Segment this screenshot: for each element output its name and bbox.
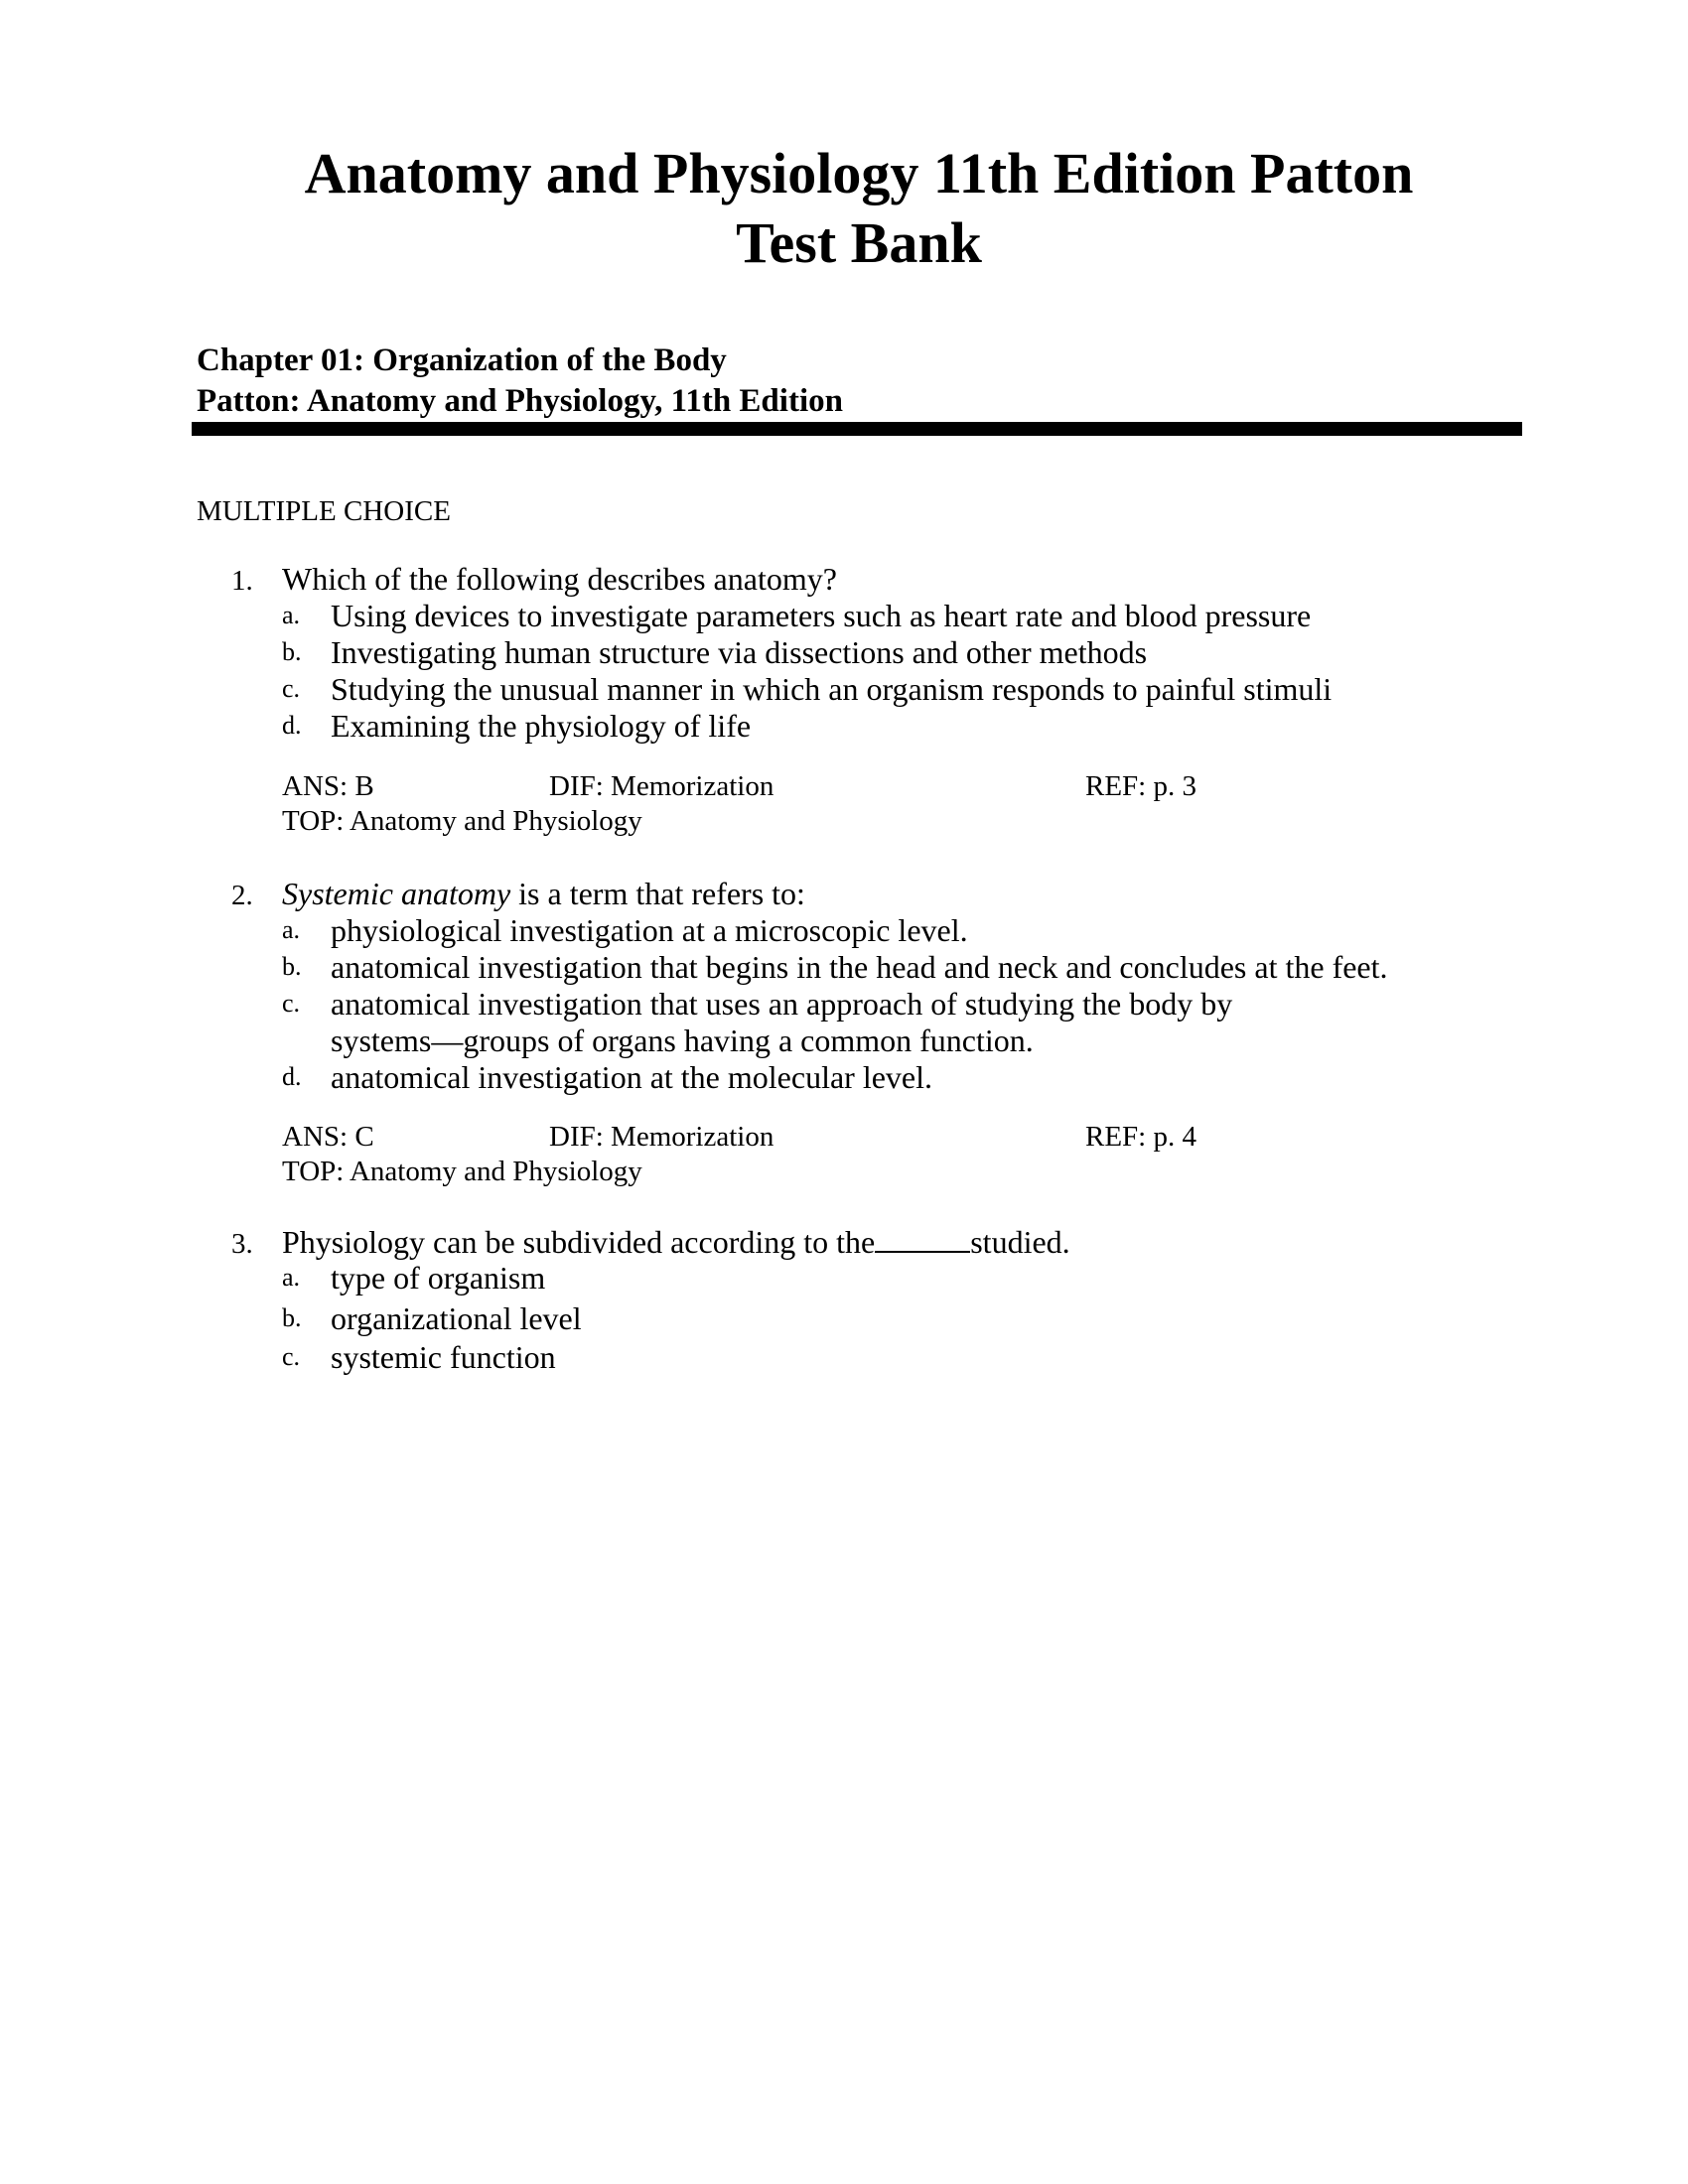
section-heading: MULTIPLE CHOICE [197,495,451,527]
question-stem: Which of the following describes anatomy? [282,561,837,597]
option-text: anatomical investigation that begins in the head and neck and concludes at the feet. [331,949,1388,985]
page-reference: REF: p. 4 [1085,1121,1196,1153]
option-text: anatomical investigation at the molecular level. [331,1059,932,1095]
chapter-title: Chapter 01: Organization of the Body [197,342,727,378]
question-number: 3. [231,1228,253,1260]
answer-key: ANS: B [282,770,374,802]
option-letter: d. [282,1062,302,1091]
question-stem [282,876,805,911]
option-text: type of organism [331,1260,546,1296]
question-stem-italic: Systemic anatomy [282,876,511,911]
question-number: 1. [231,565,253,597]
question-stem-rest: is a term that refers to: [510,876,805,911]
answer-key: ANS: C [282,1121,374,1153]
question-number: 2. [231,880,253,911]
fill-in-blank [875,1229,970,1253]
header-divider [192,422,1522,436]
option-letter: a. [282,915,301,944]
option-text: Using devices to investigate parameters such as heart rate and blood pressure [331,598,1312,633]
option-text: Investigating human structure via dissections and other methods [331,634,1148,670]
difficulty: DIF: Memorization [549,770,774,802]
option-letter: c. [282,674,301,703]
topic: TOP: Anatomy and Physiology [282,1156,642,1187]
title-line-1: Anatomy and Physiology 11th Edition Patton [304,141,1414,205]
document-title [0,139,1688,278]
option-letter: c. [282,989,301,1018]
option-text: anatomical investigation that uses an approach of studying the body by systems—groups of organs having a common function. [331,986,1233,1058]
option-letter: d. [282,711,302,740]
option-letter: b. [282,637,302,666]
title-line-2: Test Bank [736,210,982,275]
question-stem [282,1224,1070,1260]
question-stem-before: Physiology can be subdivided according to the [282,1224,876,1260]
book-edition-line: Patton: Anatomy and Physiology, 11th Edition [197,383,843,419]
option-text: systemic function [331,1339,556,1375]
option-letter: a. [282,1263,301,1292]
option-letter: c. [282,1342,301,1371]
option-text: physiological investigation at a microscopic level. [331,912,968,948]
topic: TOP: Anatomy and Physiology [282,805,642,837]
difficulty: DIF: Memorization [549,1121,774,1153]
option-text: Studying the unusual manner in which an organism responds to painful stimuli [331,671,1333,707]
option-letter: a. [282,601,301,629]
option-letter: b. [282,952,302,981]
option-letter: b. [282,1303,302,1332]
page-reference: REF: p. 3 [1085,770,1196,802]
option-text: Examining the physiology of life [331,708,752,744]
question-stem-after: studied. [970,1224,1070,1260]
option-text: organizational level [331,1300,582,1336]
